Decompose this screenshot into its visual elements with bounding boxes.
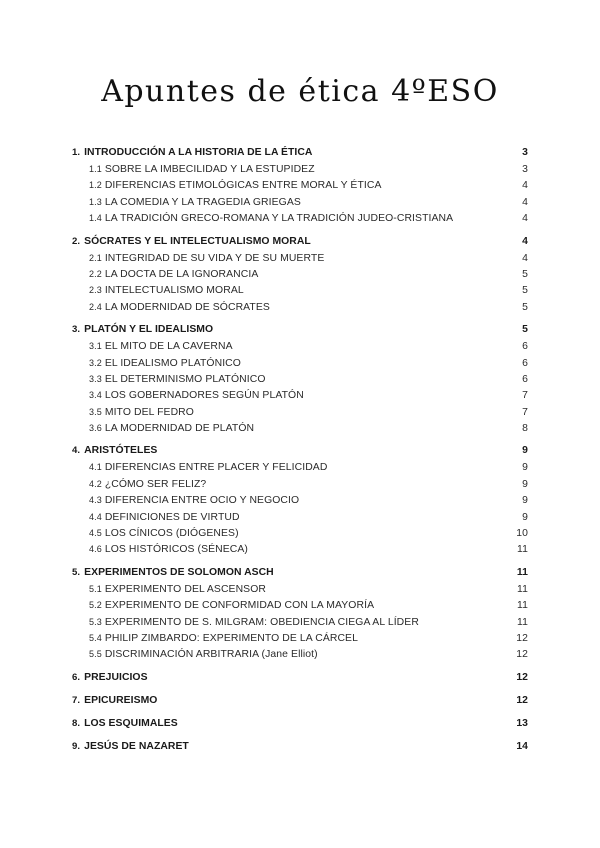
- toc-subentry-page: 9: [522, 495, 528, 507]
- toc-subentry-title: [89, 525, 239, 542]
- toc-subentry-page: 7: [522, 390, 528, 402]
- toc-subentry-number: 3.2: [89, 357, 102, 368]
- toc-entry-title: [72, 738, 189, 755]
- toc-subentry[interactable]: [72, 630, 528, 646]
- toc-entry[interactable]: [72, 144, 528, 161]
- toc-subentry[interactable]: [72, 161, 528, 177]
- toc-subentry-page: 12: [516, 632, 528, 644]
- toc-subentry-page: 4: [522, 252, 528, 264]
- toc-subentry[interactable]: [72, 282, 528, 298]
- toc-subentry-label: DEFINICIONES DE VIRTUD: [104, 511, 240, 523]
- toc-subentry-title: [89, 355, 241, 372]
- toc-entry-page: 3: [522, 147, 528, 158]
- toc-section: [72, 233, 528, 316]
- toc-entry-label: INTRODUCCIÓN A LA HISTORIA DE LA ÉTICA: [84, 147, 313, 158]
- toc-entry[interactable]: [72, 321, 528, 338]
- toc-section: [72, 144, 528, 227]
- toc-subentry-number: 5.2: [89, 600, 102, 611]
- toc-subentry-label: EXPERIMENTO DE S. MILGRAM: OBEDIENCIA CIEGA AL LÍDER: [104, 616, 419, 628]
- toc-subentry-title: [89, 177, 382, 194]
- toc-subentry-page: 9: [522, 462, 528, 474]
- toc-subentry[interactable]: [72, 266, 528, 282]
- toc-subentry-title: [89, 299, 270, 316]
- toc-subentry-number: 1.2: [89, 180, 102, 191]
- toc-subentry[interactable]: [72, 371, 528, 387]
- toc-subentry-page: 4: [522, 196, 528, 208]
- toc-subentry-page: 10: [516, 528, 528, 540]
- toc-subentry-number: 1.4: [89, 213, 102, 224]
- toc-subentry-title: [89, 266, 258, 283]
- toc-entry-label: PLATÓN Y EL IDEALISMO: [84, 324, 214, 336]
- toc-section: [72, 738, 528, 755]
- toc-subentry-page: 7: [522, 406, 528, 418]
- toc-entry-label: SÓCRATES Y EL INTELECTUALISMO MORAL: [84, 235, 311, 247]
- toc-subentry-number: 2.4: [89, 301, 102, 312]
- toc-entry-label: JESÚS DE NAZARET: [84, 740, 189, 752]
- toc-entry-label: EPICUREISMO: [84, 694, 158, 706]
- toc-subentry-label: LOS HISTÓRICOS (SÉNECA): [104, 544, 248, 556]
- toc-subentry-page: 5: [522, 301, 528, 313]
- toc-entry-label: EXPERIMENTOS DE SOLOMON ASCH: [84, 566, 274, 578]
- toc-entry-title: [72, 144, 312, 161]
- toc-subentry-label: SOBRE LA IMBECILIDAD Y LA ESTUPIDEZ: [104, 164, 315, 175]
- toc-subentry-label: LOS GOBERNADORES SEGÚN PLATÓN: [104, 390, 304, 402]
- toc-subentry-title: [89, 630, 358, 647]
- toc-subentry[interactable]: [72, 509, 528, 525]
- toc-section: [72, 442, 528, 557]
- toc-subentry-label: EXPERIMENTO DE CONFORMIDAD CON LA MAYORÍA: [104, 600, 375, 612]
- toc-entry-page: 13: [516, 717, 528, 729]
- toc-subentry-label: DISCRIMINACIÓN ARBITRARIA (Jane Elliot): [104, 649, 318, 661]
- toc-subentry-number: 3.6: [89, 423, 102, 434]
- toc-subentry[interactable]: [72, 177, 528, 193]
- toc-entry[interactable]: [72, 233, 528, 250]
- toc-subentry-number: 5.5: [89, 649, 102, 660]
- toc-subentry-label: LA COMEDIA Y LA TRAGEDIA GRIEGAS: [104, 196, 301, 208]
- toc-subentry-number: 4.5: [89, 528, 102, 539]
- page-title: Apuntes de ética 4ºESO: [101, 74, 499, 109]
- toc-entry-title: [72, 321, 213, 338]
- toc-subentry-page: 6: [522, 357, 528, 369]
- toc-subentry[interactable]: [72, 597, 528, 613]
- toc-subentry-number: 4.3: [89, 495, 102, 506]
- toc-subentry-number: 4.1: [89, 462, 102, 473]
- toc-subentry-page: 11: [517, 583, 528, 595]
- toc-subentry-number: 2.3: [89, 285, 102, 296]
- toc-entry-title: [72, 715, 178, 732]
- toc-subentry-page: 4: [522, 213, 528, 225]
- toc-subentry-title: [89, 459, 327, 476]
- toc-subentry-title: [89, 581, 266, 598]
- toc-subentry-page: 9: [522, 511, 528, 523]
- toc-subentry[interactable]: [72, 541, 528, 557]
- toc-entry-page: 12: [516, 694, 528, 706]
- toc-subentry-title: [89, 387, 304, 404]
- toc-subentry-title: [89, 194, 301, 211]
- toc-entry[interactable]: [72, 738, 528, 755]
- toc-subentry[interactable]: [72, 614, 528, 630]
- toc-subentry-number: 2.2: [89, 268, 102, 279]
- toc-subentry[interactable]: [72, 299, 528, 315]
- toc-subentry-page: 11: [517, 600, 528, 612]
- toc-entry-page: 12: [516, 671, 528, 683]
- toc-subentry-label: ¿CÓMO SER FELIZ?: [104, 478, 207, 490]
- toc-subentry-label: LA MODERNIDAD DE SÓCRATES: [104, 301, 270, 313]
- toc-subentry[interactable]: [72, 581, 528, 597]
- toc-entry-number: 2.: [72, 235, 81, 247]
- toc-entry-label: PREJUICIOS: [84, 671, 148, 683]
- toc-subentry-number: 2.1: [89, 252, 102, 263]
- toc-subentry-label: MITO DEL FEDRO: [104, 406, 194, 418]
- toc-subentry[interactable]: [72, 476, 528, 492]
- toc-subentry-number: 5.3: [89, 616, 102, 627]
- toc-entry[interactable]: [72, 442, 528, 459]
- toc-subentry-title: [89, 646, 318, 663]
- toc-subentry[interactable]: [72, 355, 528, 371]
- toc-subentry-number: 3.5: [89, 406, 102, 417]
- toc-section: [72, 669, 528, 686]
- toc-subentry-number: 4.6: [89, 544, 102, 555]
- toc-subentry-page: 5: [522, 285, 528, 297]
- toc-entry-title: [72, 564, 274, 581]
- toc-subentry-title: [89, 614, 419, 631]
- toc-subentry-title: [89, 371, 266, 388]
- toc-entry-title: [72, 692, 157, 709]
- toc-entry-page: 5: [522, 324, 528, 336]
- toc-subentry-label: EL IDEALISMO PLATÓNICO: [104, 357, 241, 369]
- toc-subentry[interactable]: [72, 492, 528, 508]
- toc-entry[interactable]: [72, 669, 528, 686]
- toc-entry-title: [72, 669, 148, 686]
- toc-subentry[interactable]: [72, 459, 528, 475]
- toc-subentry-label: DIFERENCIA ENTRE OCIO Y NEGOCIO: [104, 495, 300, 507]
- toc-entry-page: 9: [522, 445, 528, 457]
- toc-entry-number: 1.: [72, 147, 81, 158]
- toc-subentry-label: EL DETERMINISMO PLATÓNICO: [104, 373, 266, 385]
- toc-subentry-page: 6: [522, 341, 528, 353]
- toc-subentry-number: 3.4: [89, 390, 102, 401]
- toc-subentry-title: [89, 476, 206, 493]
- toc-subentry-page: 12: [516, 649, 528, 661]
- toc-entry[interactable]: [72, 564, 528, 581]
- toc-entry-number: 8.: [72, 717, 81, 729]
- toc-subentry-label: EL MITO DE LA CAVERNA: [104, 341, 233, 353]
- toc-entry-label: LOS ESQUIMALES: [84, 717, 178, 729]
- toc-subentry-title: [89, 161, 315, 178]
- toc-subentry-label: LA MODERNIDAD DE PLATÓN: [104, 423, 255, 435]
- toc-subentry-number: 1.1: [89, 164, 102, 174]
- toc-subentry-title: [89, 509, 240, 526]
- toc-subentry-title: [89, 282, 244, 299]
- toc-subentry-number: 5.4: [89, 632, 102, 643]
- toc-subentry-page: 5: [522, 268, 528, 280]
- toc-subentry-label: LOS CÍNICOS (DIÓGENES): [104, 528, 239, 540]
- toc-entry-page: 4: [522, 235, 528, 247]
- toc-subentry-title: [89, 338, 233, 355]
- toc-subentry-number: 1.3: [89, 196, 102, 207]
- toc-subentry-label: DIFERENCIAS ETIMOLÓGICAS ENTRE MORAL Y ÉTICA: [104, 180, 382, 192]
- toc-subentry-title: [89, 210, 453, 227]
- toc-subentry-label: PHILIP ZIMBARDO: EXPERIMENTO DE LA CÁRCEL: [104, 632, 358, 644]
- toc-subentry-number: 4.4: [89, 511, 102, 522]
- toc-entry-number: 7.: [72, 694, 81, 706]
- toc-entry-number: 9.: [72, 740, 81, 752]
- toc-subentry-title: [89, 250, 324, 267]
- toc-subentry[interactable]: [72, 250, 528, 266]
- toc-subentry[interactable]: [72, 387, 528, 403]
- toc-subentry-page: 11: [517, 616, 528, 628]
- toc-entry-page: 11: [516, 566, 528, 578]
- toc-subentry-title: [89, 597, 374, 614]
- toc-subentry-number: 3.3: [89, 373, 102, 384]
- toc-entry-number: 6.: [72, 671, 81, 683]
- toc-subentry-label: DIFERENCIAS ENTRE PLACER Y FELICIDAD: [104, 462, 328, 474]
- toc-subentry-label: LA DOCTA DE LA IGNORANCIA: [104, 268, 259, 280]
- toc-subentry-label: LA TRADICIÓN GRECO-ROMANA Y LA TRADICIÓN JUDEO-CRISTIANA: [104, 213, 454, 225]
- toc-entry-title: [72, 442, 157, 459]
- toc-subentry-page: 3: [522, 164, 528, 175]
- toc-subentry[interactable]: [72, 646, 528, 662]
- toc-subentry[interactable]: [72, 420, 528, 436]
- toc-subentry-number: 5.1: [89, 583, 102, 594]
- toc-subentry-title: [89, 541, 248, 558]
- toc-subentry[interactable]: [72, 525, 528, 541]
- toc-subentry-page: 11: [517, 544, 528, 556]
- toc-subentry-number: 4.2: [89, 478, 102, 489]
- toc-subentry-label: INTELECTUALISMO MORAL: [104, 285, 244, 297]
- toc-subentry-title: [89, 420, 254, 437]
- toc-section: [72, 564, 528, 663]
- toc-entry[interactable]: [72, 692, 528, 709]
- toc-entry-number: 3.: [72, 324, 81, 336]
- toc-section: [72, 715, 528, 732]
- toc-subentry-page: 6: [522, 373, 528, 385]
- toc-subentry[interactable]: [72, 404, 528, 420]
- toc-entry-number: 5.: [72, 566, 81, 578]
- toc-subentry-page: 4: [522, 180, 528, 192]
- toc-subentry[interactable]: [72, 194, 528, 210]
- toc-entry-number: 4.: [72, 445, 81, 457]
- toc-subentry[interactable]: [72, 338, 528, 354]
- toc-subentry-label: EXPERIMENTO DEL ASCENSOR: [104, 583, 266, 595]
- toc-subentry-title: [89, 404, 194, 421]
- toc-subentry[interactable]: [72, 210, 528, 226]
- toc-subentry-page: 8: [522, 423, 528, 435]
- toc-section: [72, 692, 528, 709]
- toc-subentry-number: 3.1: [89, 341, 102, 352]
- toc-subentry-label: INTEGRIDAD DE SU VIDA Y DE SU MUERTE: [104, 252, 325, 264]
- table-of-contents: [72, 144, 528, 761]
- toc-entry[interactable]: [72, 715, 528, 732]
- toc-subentry-page: 9: [522, 478, 528, 490]
- toc-entry-page: 14: [516, 740, 528, 752]
- toc-subentry-title: [89, 492, 299, 509]
- toc-entry-label: ARISTÓTELES: [84, 445, 158, 457]
- toc-section: [72, 321, 528, 436]
- toc-entry-title: [72, 233, 311, 250]
